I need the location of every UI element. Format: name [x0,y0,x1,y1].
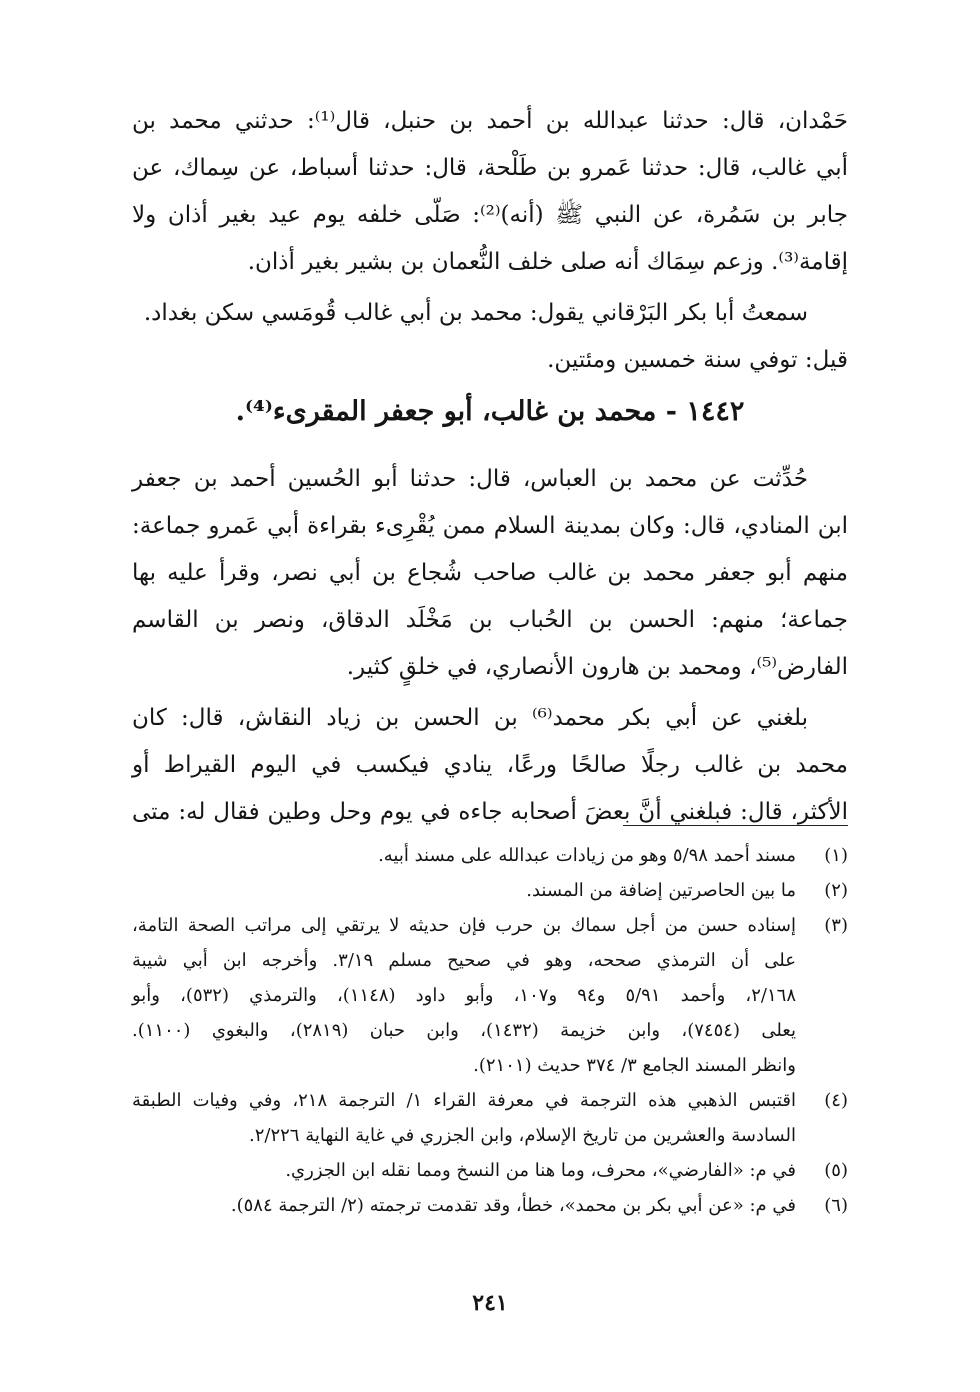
text-line: الأكثر، قال: فبلغني أنَّ بعضَ أصحابه جاءه في يوم وحل وطين فقال له: متى [132,799,848,825]
footnote-separator [623,825,848,826]
footnote-number: (٦) [824,1195,848,1216]
footnote-number: (٥) [824,1160,848,1181]
footnote-line: في م: «عن أبي بكر بن محمد»، خطأ، وقد تقدمت ترجمته (٢/ الترجمة ٥٨٤). [230,1195,796,1216]
paragraph [132,337,848,384]
footnote [132,838,848,873]
main-text [132,98,848,836]
footnote-line: يعلى (٧٤٥٤)، وابن خزيمة (١٤٣٢)، وابن حبان (٢٨١٩)، والبغوي (١١٠٠). [132,1020,796,1041]
text-line: الفارض⁽⁵⁾، ومحمد بن هارون الأنصاري، في خلقٍ كثير. [346,654,848,680]
text-line: ابن المنادي، قال: وكان بمدينة السلام ممن يُقْرِىء بقراءة أبي عَمرو جماعة: [132,513,848,539]
footnote [132,1083,848,1153]
footnote-line: على أن الترمذي صححه، وهو في صحيح مسلم ٣/١٩. وأخرجه ابن أبي شيبة [132,950,796,971]
footnote [132,908,848,1083]
footnote-line: اقتبس الذهبي هذه الترجمة في معرفة القراء ١/ الترجمة ٢١٨، وفي وفيات الطبقة [132,1090,797,1111]
footnote-line: ٢/١٦٨، وأحمد ٥/٩١ و٩٤ و١٠٧، وأبو داود (١١٤٨)، والترمذي (٥٣٢)، وأبو [132,985,796,1006]
footnotes [132,838,848,1223]
text-line: قيل: توفي سنة خمسين ومئتين. [547,347,848,373]
footnote-number: (٢) [824,880,848,901]
footnote [132,1188,848,1223]
footnote-line: ما بين الحاصرتين إضافة من المسند. [526,880,796,901]
paragraph [132,98,848,286]
footnote-line: في م: «الفارضي»، محرف، وما هنا من النسخ ومما نقله ابن الجزري. [285,1160,796,1181]
footnote-line: وانظر المسند الجامع ٣/ ٣٧٤ حديث (٢١٠١). [473,1055,796,1076]
paragraph [132,290,848,337]
text-line: حَمْدان، قال: حدثنا عبدالله بن أحمد بن حنبل، قال⁽¹⁾: حدثني محمد بن [132,108,848,134]
text-line: إقامة⁽³⁾. وزعم سِمَاك أنه صلى خلف النُّعمان بن بشير بغير أذان. [247,249,848,275]
page-number: ٢٤١ [472,1290,508,1316]
footnote [132,873,848,908]
text-line: جابر بن سَمُرة، عن النبي ﷺ (أنه)⁽²⁾: صَلّى خلفه يوم عيد بغير أذان ولا [132,202,848,228]
text-line: أبي غالب، قال: حدثنا عَمرو بن طَلْحة، قال: حدثنا أسباط، عن سِماك، عن [132,155,848,181]
text-line: حُدِّثت عن محمد بن العباس، قال: حدثنا أبو الحُسين أحمد بن جعفر [132,466,808,492]
footnote-number: (٤) [824,1090,848,1111]
footnote-line: إسناده حسن من أجل سماك بن حرب فإن حديثه لا يرتقي إلى مراتب الصحة التامة، [132,915,796,936]
paragraph [132,695,848,836]
footnote-number: (٣) [824,915,848,936]
paragraph [132,456,848,691]
footnote-number: (١) [824,845,848,866]
footnote-line: مسند أحمد ٥/٩٨ وهو من زيادات عبدالله على مسند أبيه. [378,845,796,866]
text-line: منهم أبو جعفر محمد بن غالب صاحب شُجاع بن أبي نصر، وقرأ عليه بها [132,560,849,586]
entry-heading: ١٤٤٢ - محمد بن غالب، أبو جعفر المقرىء⁽⁴⁾. [235,396,745,427]
text-line: جماعة؛ منهم: الحسن بن الحُباب بن مَخْلَد الدقاق، ونصر بن القاسم [132,607,848,633]
text-line: محمد بن غالب رجلًا صالحًا ورعًا، ينادي فيكسب في اليوم القيراط أو [132,752,848,778]
text-line: سمعتُ أبا بكر البَرْقاني يقول: محمد بن أبي غالب قُومَسي سكن بغداد. [143,300,808,326]
text-line: بلغني عن أبي بكر محمد⁽⁶⁾ بن الحسن بن زياد النقاش، قال: كان [132,705,809,731]
footnote [132,1153,848,1188]
footnote-line: السادسة والعشرين من تاريخ الإسلام، وابن الجزري في غاية النهاية ٢/٢٢٦. [249,1125,796,1146]
